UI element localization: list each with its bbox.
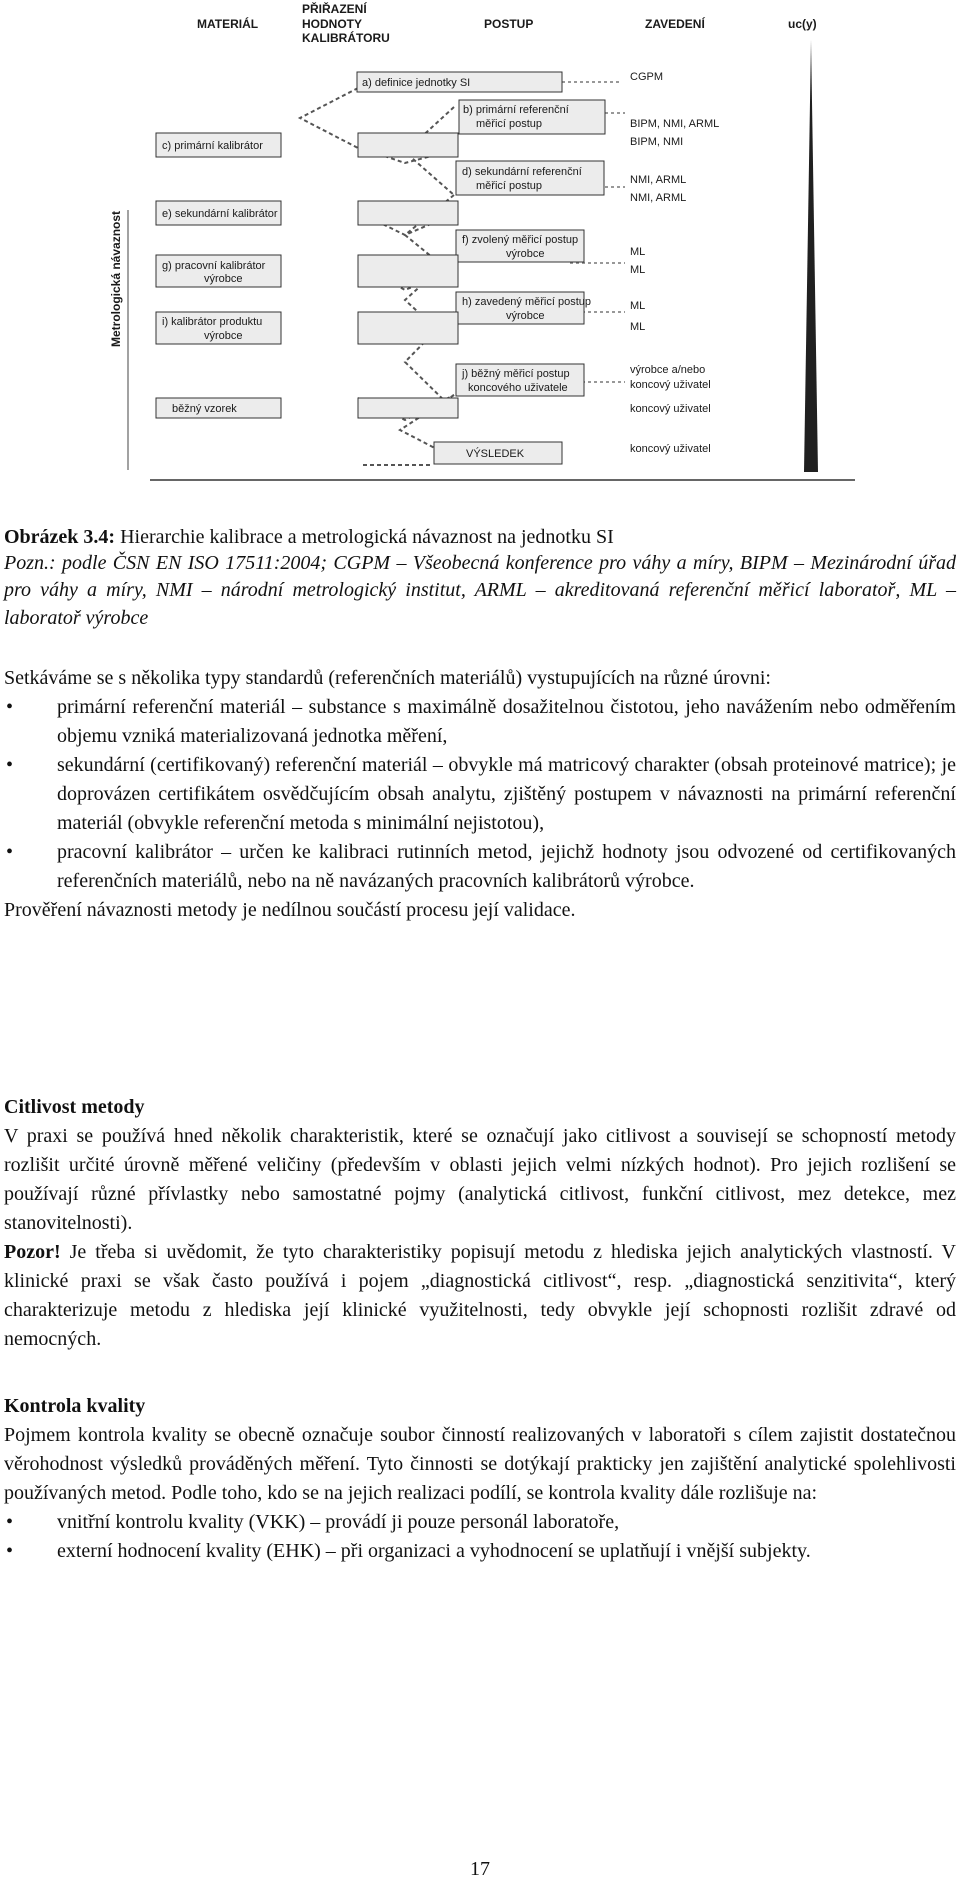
- box-c-primary-calibrator: [358, 133, 458, 157]
- figure-caption: [4, 524, 956, 551]
- sensitivity-paragraph-1: V praxi se používá hned několik charakteristik, které se označují jako citlivost a souvisejí se schopností metody rozlišit určité úrovně měřené veličiny (především v oblasti jejich velmi nízkých hodnot). Pro jejich rozlišení se používají různé přívlastky nebo samostatné pojmy (analytická citlivost, funkční citlivost, mez detekce, mez stanovitelnosti).: [4, 1125, 956, 1234]
- zavedeni-8: ML: [630, 300, 646, 312]
- bullet-icon: •: [6, 841, 14, 863]
- pozor-label: Pozor!: [4, 1241, 61, 1263]
- header-material: MATERIÁL: [197, 17, 259, 31]
- zavedeni-9: ML: [630, 321, 646, 333]
- standards-closing: Prověření návaznosti metody je nedílnou součástí procesu její validace.: [4, 899, 576, 921]
- header-zavedeni: ZAVEDENÍ: [645, 17, 705, 31]
- step-a-text: a) definice jednotky SI: [362, 77, 471, 89]
- quality-control-heading: Kontrola kvality: [4, 1395, 146, 1417]
- box-g-working-calibrator: [358, 255, 458, 287]
- step-g-text-1: g) pracovní kalibrátor: [162, 260, 266, 272]
- zavedeni-1: CGPM: [630, 71, 663, 83]
- list-item: • pracovní kalibrátor – určen ke kalibraci rutinních metod, jejichž hodnoty jsou odvozené od certifikovaných referenčních materiálů, nebo na ně navázaných pracovních kalibrátorů výrobce.: [4, 838, 956, 896]
- box-e-secondary-calibrator: [358, 201, 458, 225]
- zavedeni-12: koncový uživatel: [630, 403, 711, 415]
- list-item: • externí hodnocení kvality (EHK) – při organizaci a vyhodnocení se uplatňují i vnější subjekty.: [4, 1537, 956, 1566]
- box-routine-sample: [358, 398, 458, 418]
- section-sensitivity: [4, 1093, 956, 1354]
- calibration-hierarchy-diagram: [100, 0, 860, 486]
- step-f-text-2: výrobce: [506, 248, 545, 260]
- step-f-text-1: f) zvolený měřicí postup: [462, 234, 579, 246]
- step-j-text-2: koncového uživatele: [468, 382, 568, 394]
- step-j-text-1: j) běžný měřicí postup: [462, 368, 570, 380]
- header-prirazeni-2: HODNOTY: [302, 17, 362, 31]
- step-e-text: e) sekundární kalibrátor: [162, 208, 278, 220]
- zavedeni-2: BIPM, NMI, ARML: [630, 118, 720, 130]
- step-sample-text: běžný vzorek: [172, 403, 237, 415]
- zavedeni-5: NMI, ARML: [630, 192, 687, 204]
- zavedeni-4: NMI, ARML: [630, 174, 687, 186]
- quality-control-paragraph: Pojmem kontrola kvality se obecně označuje soubor činností realizovaných v laboratoři s cílem zajistit dostatečnou věrohodnost výsledků prováděných měření. Tyto činnosti se dotýkají prakticky jen zajištění analytické spolehlivosti používaných metod. Podle toho, kdo se na jejich realizaci podílí, se kontrola kvality dále rozlišuje na:: [4, 1424, 956, 1504]
- step-i-text-2: výrobce: [204, 330, 243, 342]
- section-quality-control: [4, 1392, 956, 1566]
- figure-caption-text: Hierarchie kalibrace a metrologická návaznost na jednotku SI: [115, 526, 614, 548]
- step-h-text-2: výrobce: [506, 310, 545, 322]
- sensitivity-paragraph-2: Pozor! Je třeba si uvědomit, že tyto charakteristiky popisují metodu z hlediska jejich analytických vlastností. V klinické praxi se však často používá i pojem „diagnostická citlivost“, resp. „diagnostická senzitivita“, který charakterizuje metodu z hlediska její klinické využitelnosti, tedy obvykle její schopnosti rozlišit zdravé od nemocných.: [4, 1241, 956, 1350]
- step-d-text-1: d) sekundární referenční: [462, 166, 582, 178]
- bullet-icon: •: [6, 1511, 14, 1533]
- zavedeni-6: ML: [630, 246, 646, 258]
- bullet-icon: •: [6, 754, 14, 776]
- standards-intro: Setkáváme se s několika typy standardů (referenčních materiálů) vystupujících na různé úrovni:: [4, 667, 771, 689]
- header-prirazeni-1: PŘIŘAZENÍ: [302, 2, 367, 16]
- step-i-text-1: i) kalibrátor produktu: [162, 316, 263, 328]
- page-number: 17: [470, 1858, 490, 1880]
- figure-note: Pozn.: podle ČSN EN ISO 17511:2004; CGPM – Všeobecná konference pro váhy a míry, BIPM – Mezinárodní úřad pro váhy a míry, NMI – národní metrologický institut, ARML – akreditovaná referenční měřicí laboratoř, ML – laboratoř výrobce: [4, 552, 956, 629]
- step-h-text-1: h) zavedený měřicí postup: [462, 296, 592, 308]
- zavedeni-7: ML: [630, 264, 646, 276]
- list-item: • vnitřní kontrolu kvality (VKK) – provádí ji pouze personál laboratoře,: [4, 1508, 956, 1537]
- standards-list: [4, 693, 956, 896]
- header-prirazeni-3: KALIBRÁTORU: [302, 31, 390, 45]
- list-item: • primární referenční materiál – substance s maximálně dosažitelnou čistotou, jeho navážením nebo odměřením objemu vzniká materializovaná jednotka měření,: [4, 693, 956, 751]
- bullet-icon: •: [6, 696, 14, 718]
- header-uncertainty: uc(y): [788, 17, 817, 31]
- sensitivity-heading: Citlivost metody: [4, 1096, 145, 1118]
- step-result-text: VÝSLEDEK: [466, 448, 525, 460]
- zavedeni-13: koncový uživatel: [630, 443, 711, 455]
- zavedeni-11: koncový uživatel: [630, 379, 711, 391]
- side-label-metrological-traceability: Metrologická návaznost: [109, 210, 123, 347]
- step-d-text-2: měřicí postup: [476, 180, 543, 192]
- step-b-text-1: b) primární referenční: [463, 104, 569, 116]
- step-c-text: c) primární kalibrátor: [162, 140, 263, 152]
- arrow-zigzag-1: [300, 88, 358, 148]
- quality-control-list: [4, 1508, 956, 1566]
- header-postup: POSTUP: [484, 17, 534, 31]
- zavedeni-10: výrobce a/nebo: [630, 364, 706, 376]
- step-g-text-2: výrobce: [204, 273, 243, 285]
- section-standards: [4, 664, 956, 925]
- list-item: • sekundární (certifikovaný) referenční materiál – obvykle má matricový charakter (obsah proteinové matrice); je doprovázen certifikátem osvědčujícím obsah analytu, zjištěný postupem v návaznosti na primární referenční materiál (obvykle referenční metoda s minimální nejistotou),: [4, 751, 956, 838]
- step-b-text-2: měřicí postup: [476, 118, 543, 130]
- box-i-product-calibrator: [358, 312, 458, 344]
- bullet-icon: •: [6, 1540, 14, 1562]
- zavedeni-3: BIPM, NMI: [630, 136, 684, 148]
- figure-caption-label: Obrázek 3.4:: [4, 526, 116, 548]
- uncertainty-triangle: [804, 40, 818, 472]
